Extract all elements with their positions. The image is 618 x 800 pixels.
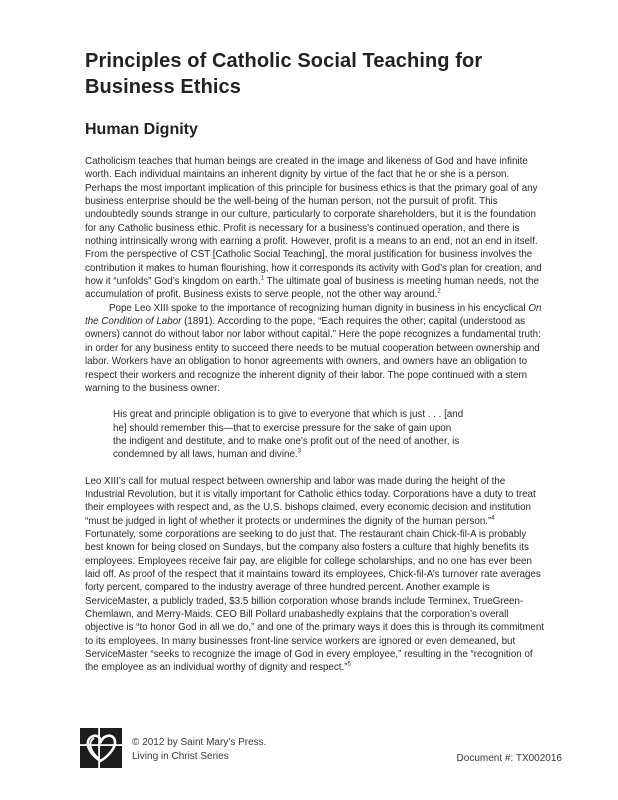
document-content: [85, 48, 545, 675]
document-number: Document #: TX002016: [456, 753, 562, 764]
publisher-lines: [132, 728, 266, 764]
block-quote: His great and principle obligation is to give to everyone that which is just . . . [and he] should remember this—that to exercise pressure for the sake of gain upon the indigent and destitute, and to make one’s profit out of the need of another, is condemned by all laws, human and divine.$^3$: [113, 409, 464, 461]
paragraph-intro: Catholicism teaches that human beings are created in the image and likeness of God and have infinite worth. Each individual maintains an inherent dignity by virtue of the fact that he or she is a person. Perhaps the most important implication of this principle for business ethics is that the primary goal of any business enterprise should be the well-being of the human person, not the pursuit of profit. This undoubtedly sounds strange in our culture, particularly to corporate shareholders, but it is the foundation for any Catholic business ethic. Profit is necessary for a business’s continued operation, and there is nothing intrinsically wrong with earning a profit. However, profit is a means to an end, not an end in itself. From the perspective of CST [Catholic Social Teaching], the moral justification for business involves the contribution it makes to human flourishing, how it corresponds its activity with God’s plan for creation, and how it “unfolds” God’s kingdom on earth.$^1$ The ultimate goal of business is meeting human needs, not the accumulation of profit. Business exists to serve people, not the other way around.$^2$: [85, 156, 542, 301]
section-heading: Human Dignity: [85, 121, 198, 138]
saint-marys-press-logo-icon: [80, 728, 122, 768]
paragraph-examples: Leo XIII’s call for mutual respect between ownership and labor was made during the height of the Industrial Revolution, but it is vitally important for Catholic ethics today. Corporations have a duty to treat their employees with respect and, as the U.S. bishops claimed, every economic decision and institution “must be judged in light of whether it protects or undermines the dignity of the human person.”$^4$ Fortunately, some corporations are seeking to do just that. The restaurant chain Chick-fil-A is probably best known for being closed on Sundays, but the company also fosters a culture that highly benefits its employees. Employees receive fair pay, are eligible for college scholarships, and no one has ever been laid off. As proof of the respect that it maintains toward its employees, Chick-fil-A’s turnover rate averages forty percent, compared to the industry average of three hundred percent. Another example is ServiceMaster, a publicly traded, $3.5 billion corporation whose brands include Terminex, TrueGreen-Chemlawn, and Merry-Maids. CEO Bill Pollard unabashedly explains that the corporation’s overall objective is “to honor God in all we do,” and one of the primary ways it does this is through its commitment to its employees. In many businesses front-line service workers are ignored or even demeaned, but ServiceMaster “seeks to recognize the image of God in every employee,” resulting in the “recognition of the employee as an individual worthy of dignity and respect.”$^5$: [85, 475, 545, 674]
page-title: Principles of Catholic Social Teaching for Business Ethics: [85, 50, 483, 98]
footer-publisher-block: [80, 728, 266, 768]
page-footer: [80, 728, 562, 768]
paragraph-pope-leo: Pope Leo XIII spoke to the importance of recognizing human dignity in business in his encyclical On the Condition of Labor (1891). According to the pope, “Each requires the other; capital (understood as owners) cannot do without labor nor labor without capital.” Here the pope recognizes a fundamental truth: in order for any business entity to succeed there needs to be mutual cooperation between ownership and labor. Workers have an obligation to honor agreements with owners, and owners have an obligation to respect their workers and recognize the inherent dignity of their labor. The pope continued with a stern warning to the business owner:: [85, 302, 542, 394]
copyright-line: © 2012 by Saint Mary’s Press.: [132, 737, 267, 748]
series-line: Living in Christ Series: [132, 751, 229, 762]
